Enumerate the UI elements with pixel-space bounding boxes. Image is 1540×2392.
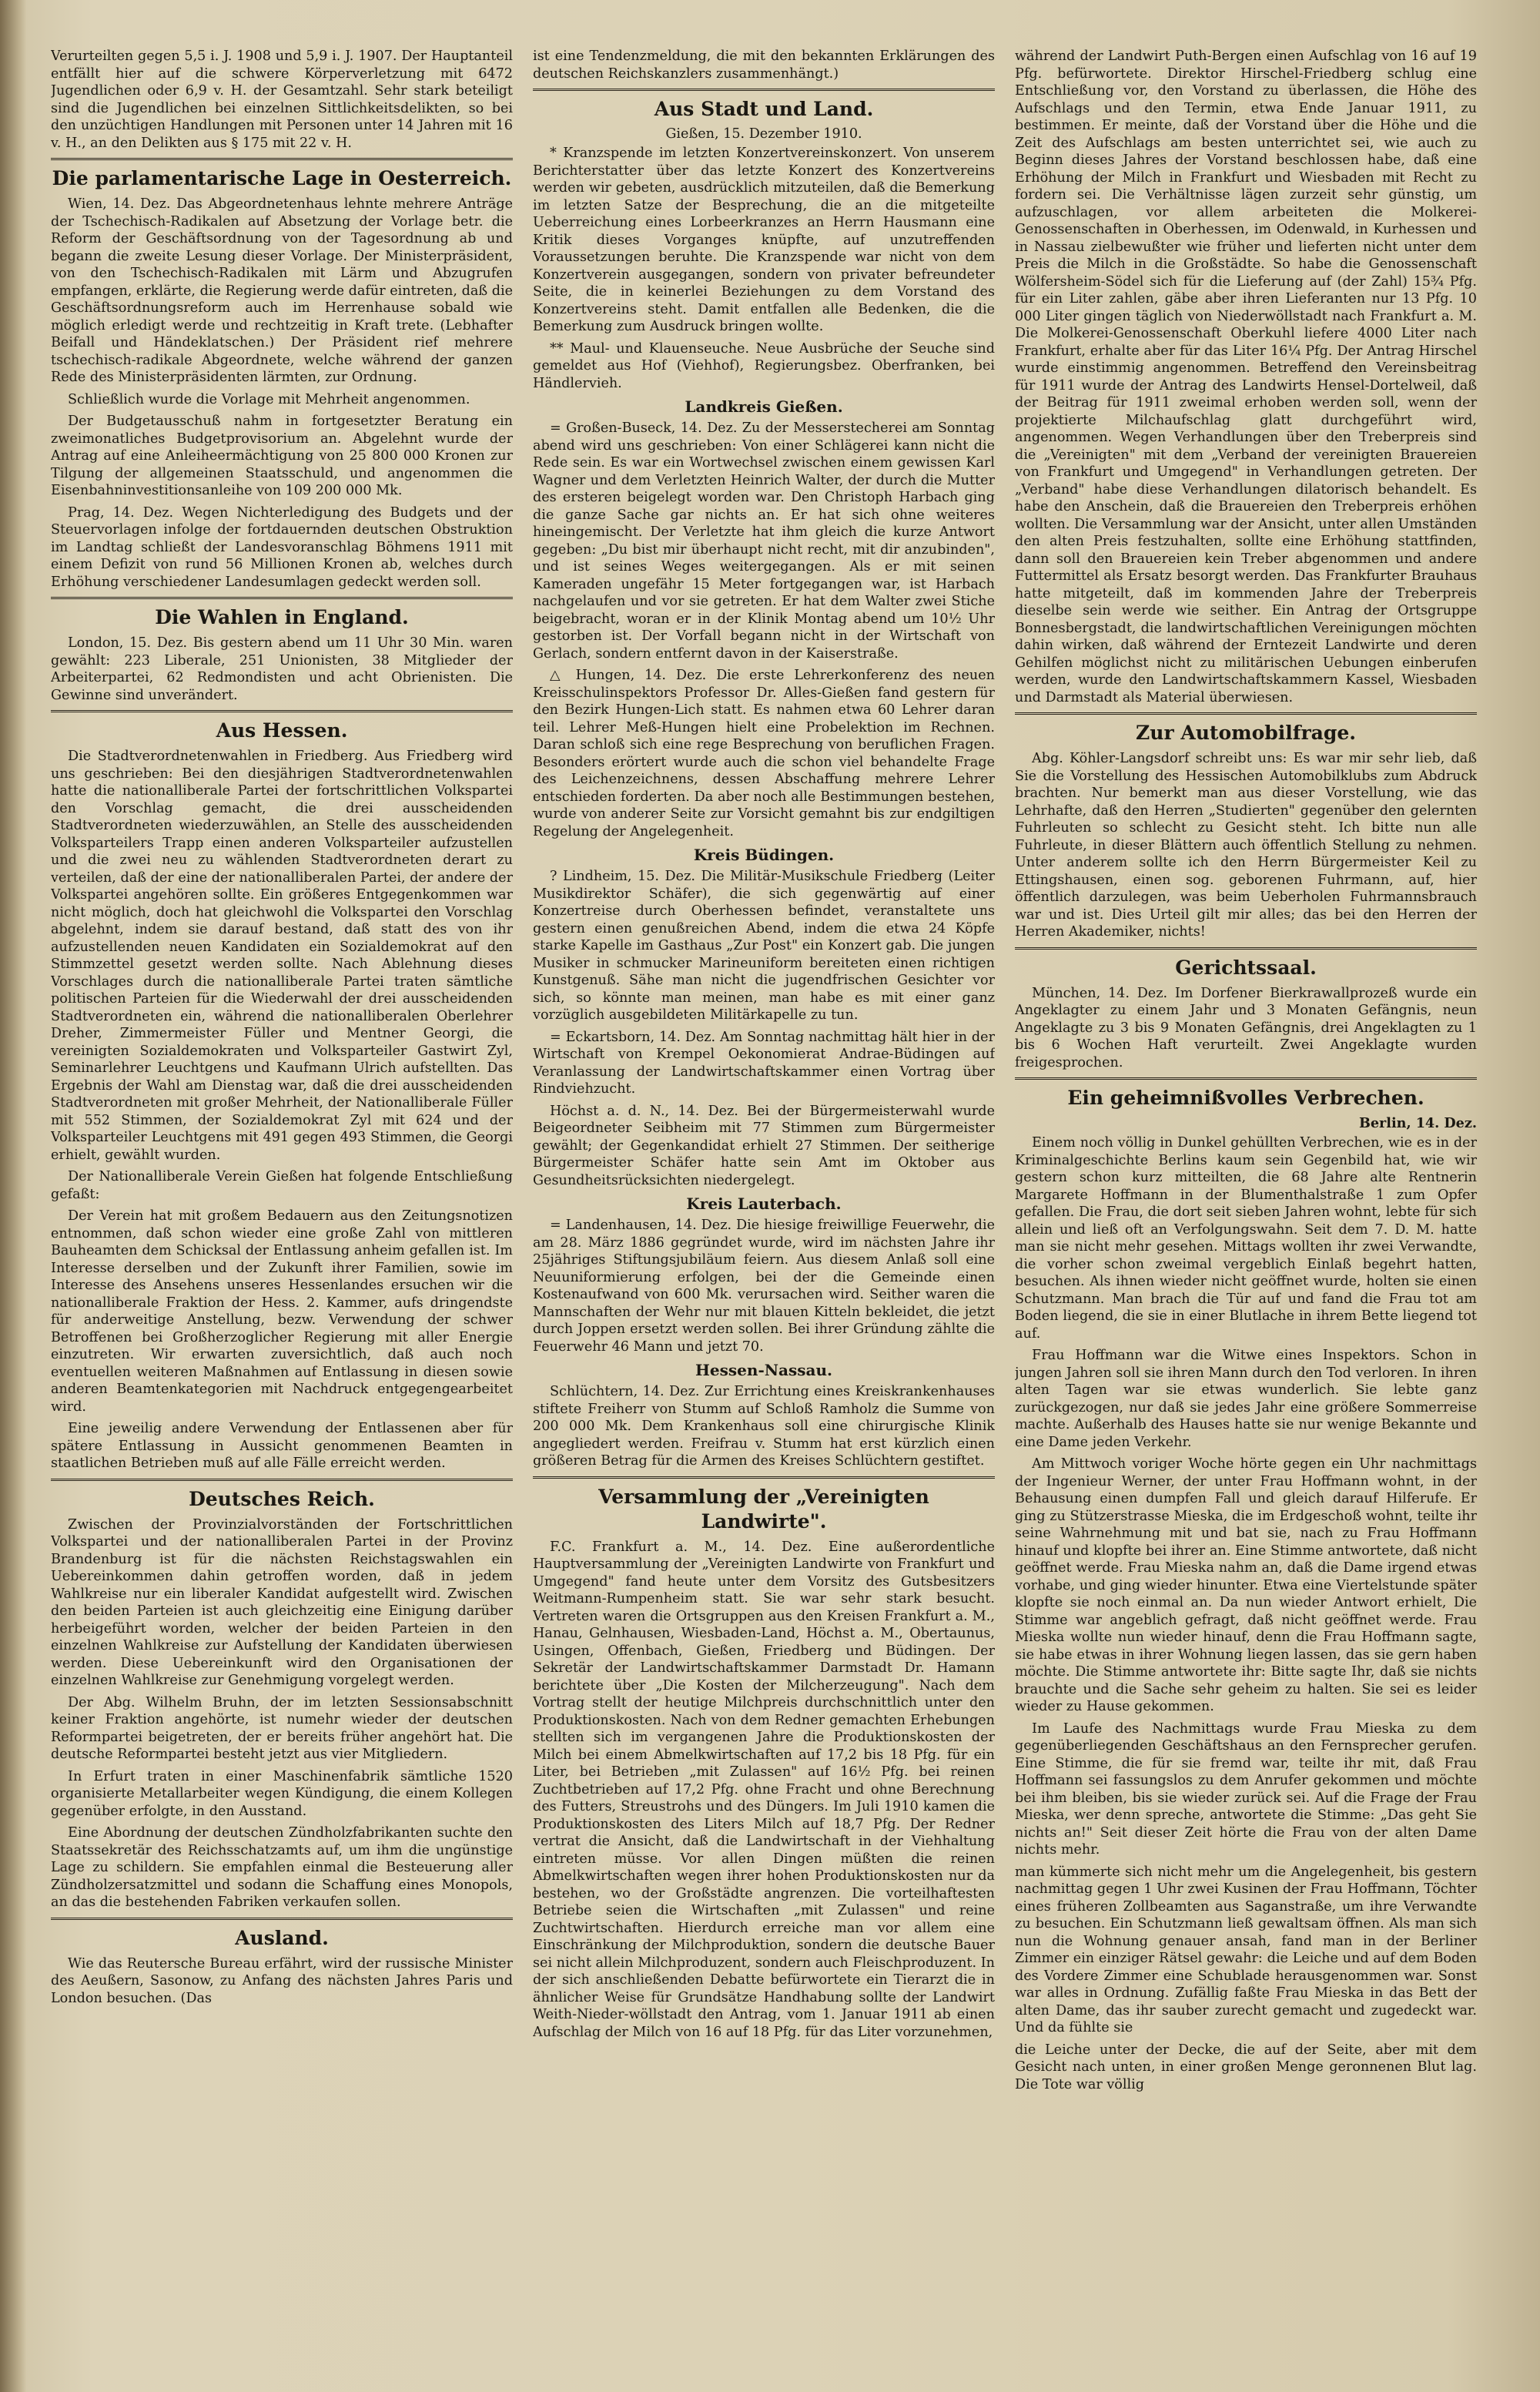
divider: [51, 1479, 513, 1482]
article-text: F.C. Frankfurt a. M., 14. Dez. Eine außerordentliche Hauptversammlung der „Vereinigten Landwirte von Frankfurt und Umgegend" fand heute unter dem Vorsitz des Gutsbesitzers Weitmann-Rumpenheim statt. Sie war sehr stark besucht. Vertreten waren die Ortsgruppen aus den Kreisen Frankfurt a. M., Hanau, Gelnhausen, Wiesbaden-Land, Höchst a. M., Obertaunus, Usingen, Offenbach, Gießen, Friedberg und Büdingen. Der Sekretär der Landwirtschaftskammer Darmstadt Dr. Hamann berichtete über „Die Kosten der Milcherzeugung". Nach dem Vortrag stellt der heutige Milchpreis durchschnittlich unter den Produktionskosten. Nach von dem Redner gemachten Erhebungen stellten sich im vergangenen Jahre die Produktionskosten der Milch bei einem Abmelkwirtschaften auf 17,2 bis 18 Pfg. für ein Liter, bei Betrieben „mit Zulassen" auf 16½ Pfg. bei reinen Zuchtbetrieben auf 17,2 Pfg. ohne Fracht und ohne Berechnung des Futters, Streustrohs und des Düngers. Im Juli 1910 kamen die Produktionskosten des Liters Milch auf 18,7 Pfg. Der Redner vertrat die Ansicht, daß die Landwirtschaft in der Viehhaltung eintreten müsse. Vor allen Dingen müßten die reinen Abmelkwirtschaften wegen ihrer hohen Produktionskosten nur da bestehen, wo der Großstädte angrenzen. Die vorteilhaftesten Betriebe seien die Wirtschaften „mit Zulassen" und reine Zuchtwirtschaften. Hierdurch erreiche man vor allem eine Einschränkung der Milchproduktion, sondern die deutsche Bauer sei nicht allein Milchproduzent, sondern auch Fleischproduzent. In der sich anschließenden Debatte befürwortete ein Tierarzt die in ähnlicher Weise für Grundsätze Handhabung sollte der Landwirt Weith-Nieder-wöllstadt den Antrag, vom 1. Januar 1911 ab einen Aufschlag der Milch von 16 auf 18 Pfg. für das Liter vorzunehmen,: [533, 1539, 995, 2040]
article-text: Im Laufe des Nachmittags wurde Frau Mieska zu dem gegenüberliegenden Geschäftshaus an den Fernsprecher gerufen. Eine Stimme, die für sie fremd war, teilte ihr mit, daß Frau Hoffmann sei fassungslos zu dem Anrufer gekommen und möchte bei ihm bleiben, bis sie wieder zurück sei. Auf die Frage der Frau Mieska, wer denn spreche, antwortete die Stimme: „Das geht Sie nichts an!" Seit dieser Zeit hörte die Frau von der alten Dame nichts mehr.: [1015, 1720, 1477, 1858]
article-text: Der Nationalliberale Verein Gießen hat folgende Entschließung gefaßt:: [51, 1169, 513, 1202]
article-text: = Eckartsborn, 14. Dez. Am Sonntag nachmittag hält hier in der Wirtschaft von Krempel Oekonomierat Andrae-Büdingen auf Veranlassung der Landwirtschaftskammer einen Vortrag über Rindviehzucht.: [533, 1029, 995, 1097]
article-text: man kümmerte sich nicht mehr um die Angelegenheit, bis gestern nachmittag gegen 1 Uhr zwei Kusinen der Frau Hoffmann, Töchter eines früheren Zollbeamten aus Saganstraße, um ihre Verwandte zu besuchen. Ein Schutzmann ließ gewaltsam öffnen. Als man sich nun die Wohnung genauer ansah, fand man in der Berliner Zimmer ein einziger Rätsel gewahr: die Leiche und auf dem Boden des Vordere Zimmer eine Schublade herausgenommen war. Sonst war alles in Ordnung. Zufällig faßte Frau Mieska in das Bett der alten Dame, das ihr sauber zurecht gemacht und zugedeckt war. Und da fühlte sie: [1015, 1864, 1477, 2035]
subhead-giessen: Landkreis Gießen.: [685, 397, 843, 416]
subhead-buedingen: Kreis Büdingen.: [693, 846, 835, 864]
article-text: Zwischen der Provinzialvorständen der Fortschrittlichen Volkspartei und der nationalliberalen Partei in der Provinz Brandenburg ist für die nächsten Reichstagswahlen ein Uebereinkommen dahin getroffen worden, daß in jedem Wahlkreise nur ein liberaler Kandidat aufgestellt wird. Zwischen den beiden Parteien ist auch gleichzeitig eine Einigung darüber herbeigeführt worden, welcher der beiden Parteien in den einzelnen Wahlkreise zur Aufstellung der Kandidaten überwiesen werden. Diese Uebereinkunft wird den Organisationen der einzelnen Wahlkreise zur Genehmigung vorgelegt werden.: [51, 1516, 513, 1688]
headline-ausland: Ausland.: [235, 1926, 329, 1949]
article-text: Eine Abordnung der deutschen Zündholzfabrikanten suchte den Staatssekretär des Reichsschatzamts auf, um ihm die ungünstige Lage zu schildern. Sie empfahlen einmal die Besteuerung aller Zündholzersatzmittel und sodann die Schaffung eines Monopols, an das die bestehenden Fabriken verkaufen sollen.: [51, 1825, 513, 1910]
subhead-lauterbach: Kreis Lauterbach.: [686, 1194, 842, 1213]
article-text: Die Stadtverordnetenwahlen in Friedberg. Aus Friedberg wird uns geschrieben: Bei den diesjährigen Stadtverordnetenwahlen hatte die nationalliberale Partei der fortschrittlichen Volkspartei den Vorschlag gemacht, die drei ausscheidenden Stadtverordneten wiederzuwählen, an Stelle des ausscheidenden Volksparteilers Trapp einen anderen Volksparteiler aufzustellen und die zwei neu zu wählenden Stadtverordneten derart zu verteilen, daß der eine der nationalliberalen Partei, der andere der Volkspartei angehören sollte. Ein größeres Entgegenkommen war nicht möglich, doch hat gleichwohl die Volkspartei den Vorschlag abgelehnt, indem sie darauf bestand, daß statt des von ihr aufzustellenden neuen Kandidaten ein Sozialdemokrat auf den Stimmzettel gesetzt werden sollte. Nach Ablehnung dieses Vorschlages durch die nationalliberale Partei traten sämtliche politischen Parteien für die Wiederwahl der drei ausscheidenden Stadtverordneten ein, während die nationalliberalen Oberlehrer Dreher, Zimmermeister Füller und Mentner Georgi, die vereinigten Sozialdemokraten und Volksparteiler Gastwirt Zyl, Seminarlehrer Leuchtgens und Kaufmann Ulrich aufstellten. Das Ergebnis der Wahl am Dienstag war, daß die drei ausscheidenden Stadtverordneten mit großer Mehrheit, der Nationalliberale Füller mit 552 Stimmen, der Sozialdemokrat Zyl mit 624 und der Volksparteiler Leuchtgens mit 491 gegen 493 Stimmen, die Georgi erhielt, gewählt wurden.: [51, 749, 513, 1163]
article-text: ist eine Tendenzmeldung, die mit den bekannten Erklärungen des deutschen Reichskanzlers zusammenhängt.): [533, 49, 995, 82]
headline-england: Die Wahlen in England.: [155, 606, 409, 628]
divider: [51, 597, 513, 601]
article-text: In Erfurt traten in einer Maschinenfabrik sämtliche 1520 organisierte Metallarbeiter wegen Kündigung, die einem Kollegen gegenüber erfolgte, in den Ausstand.: [51, 1768, 513, 1819]
columns: [51, 48, 1518, 2377]
article-text: Schließlich wurde die Vorlage mit Mehrheit angenommen.: [68, 391, 470, 407]
article-text: Der Verein hat mit großem Bedauern aus den Zeitungsnotizen entnommen, daß schon wieder eine große Zahl von mittleren Bauheamten dem Schicksal der Entlassung anheim gefallen ist. Im Interesse derselben und der Zukunft ihrer Familien, sowie im Interesse des Ansehens unseres Hessenlandes ersuchen wir die nationalliberale Fraktion der Hess. 2. Kammer, aufs dringendste für anderweitige Anstellung, bezw. Verwendung der schwer Betroffenen bei Großherzoglicher Regierung mit aller Energie einzutreten. Wir erwarten zuversichtlich, daß auch noch eventuellen weiteren Maßnahmen auf Entlassung in diesen sowie anderen Beamtenkategorien mit Nachdruck entgegengearbeitet wird.: [51, 1208, 513, 1415]
dateline: Gießen, 15. Dezember 1910.: [665, 126, 862, 142]
headline-reich: Deutsches Reich.: [189, 1487, 375, 1510]
article-text: Abg. Köhler-Langsdorf schreibt uns: Es war mir sehr lieb, daß Sie die Vorstellung des Hessischen Automobilklubs zum Abdruck brachten. Nur bemerkt man aus dieser Vorstellung, wie das Lehrhafte, daß den Herren „Studierten" gegenüber den gelernten Fuhrleuten so schlecht zu Gesicht steht. Ich bitte nun alle Fuhrleute, in dieser Blättern auch öffentlich Stellung zu nehmen. Unter anderem sollte ich den Herrn Bürgermeister Keil zu Ettingshausen, einen sog. geborenen Fuhrmann, auf, hier öffentlich darzulegen, was beim Ueberholen Fuhrmannsbrauch war und ist. Dies Urteil gilt mir alles; das bei den Herren der Herren Akademiker, nichts!: [1015, 751, 1477, 940]
article-text: Der Abg. Wilhelm Bruhn, der im letzten Sessionsabschnitt keiner Fraktion angehörte, ist numehr wieder der deutschen Reformpartei beigetreten, der er bereits früher angehört hat. Die deutsche Reformpartei besteht jetzt aus vier Mitgliedern.: [51, 1694, 513, 1762]
divider: [51, 158, 513, 162]
column-3: [1015, 48, 1477, 2377]
article-text: Prag, 14. Dez. Wegen Nichterledigung des Budgets und der Steuervorlagen infolge der fortdauernden deutschen Obstruktion im Landtag schließt der Landesvoranschlag Böhmens 1911 mit einem Defizit von rund 56 Millionen Kronen ab, welches durch Erhöhung verschiedener Landesumlagen gedeckt werden soll.: [51, 504, 513, 590]
byline: Berlin, 14. Dez.: [1358, 1115, 1477, 1131]
article-text: △ Hungen, 14. Dez. Die erste Lehrerkonferenz des neuen Kreisschulinspektors Professor Dr. Alles-Gießen fand gestern für den Bezirk Hungen-Lich statt. Es nahmen etwa 60 Lehrer daran teil. Lehrer Meß-Hungen hielt eine Probelektion im Rechnen. Daran schloß sich eine rege Besprechung von beruflichen Fragen. Besonders erörtert wurde auch die schon viel behandelte Frage des Leichenzeichnens, dessen Abschaffung mehrere Lehrer entschieden forderten. Da aber noch alle Bestimmungen bestehen, wurde von anderer Seite zur Vorsicht gemahnt bis zur endgiltigen Regelung der Angelegenheit.: [533, 668, 995, 839]
subhead-nassau: Hessen-Nassau.: [695, 1361, 832, 1379]
divider: [1015, 1077, 1477, 1081]
binding-edge: [0, 0, 26, 2392]
divider: [1015, 947, 1477, 951]
article-text: München, 14. Dez. Im Dorfener Bierkrawallprozeß wurde ein Angeklagter zu einem Jahr und 3 Monaten Gefängnis, neun Angeklagte zu 3 bis 9 Monaten Gefängnis, drei Angeklagten zu 1 bis 6 Wochen Haft verurteilt. Zwei Angeklagte wurden freigesprochen.: [1015, 985, 1477, 1070]
article-text: Höchst a. d. N., 14. Dez. Bei der Bürgermeisterwahl wurde Beigeordneter Seibheim mit 77 Stimmen zum Bürgermeister gewählt; der Gegenkandidat erhielt 27 Stimmen. Der seitherige Bürgermeister Schäfer hatte sein Amt im Oktober aus Gesundheitsrücksichten niedergelegt.: [533, 1103, 995, 1188]
divider: [1015, 712, 1477, 716]
article-text: Wie das Reutersche Bureau erfährt, wird der russische Minister des Aeußern, Sasonow, zu Anfang des nächsten Jahres Paris und London besuchen. (Das: [51, 1955, 513, 2006]
article-text: = Landenhausen, 14. Dez. Die hiesige freiwillige Feuerwehr, die am 28. März 1886 gegründet wurde, wird im nächsten Jahre ihr 25jähriges Stiftungsjubiläum feiern. Aus diesem Anlaß soll eine Neuuniformierung erfolgen, bei der die Gemeinde einen Kostenaufwand von 600 Mk. verursachen wird. Seither waren die Mannschaften der Wehr nur mit blauen Kitteln bekleidet, die jetzt durch Joppen ersetzt werden sollen. Bei ihrer Gründung zählte die Feuerwehr 46 Mann und jetzt 70.: [533, 1218, 995, 1355]
article-text: Eine jeweilig andere Verwendung der Entlassenen aber für spätere Entlassung in Aussicht genommenen Beamten in staatlichen Betrieben muß auf alle Fälle erreicht werden.: [51, 1421, 513, 1471]
article-text: ** Maul- und Klauenseuche. Neue Ausbrüche der Seuche sind gemeldet aus Hof (Viehhof), Regierungsbez. Oberfranken, bei Händlervieh.: [533, 340, 995, 391]
article-text: Der Budgetausschuß nahm in fortgesetzter Beratung ein zweimonatliches Budgetprovisorium an. Abgelehnt wurde der Antrag auf eine Anleiheermächtigung von 25 800 000 Kronen zur Tilgung der allgemeinen Staatsschuld, und angenommen die Eisenbahninvestitionsanleihe von 109 200 000 Mk.: [51, 414, 513, 498]
headline-hessen: Aus Hessen.: [216, 719, 348, 742]
column-1: [51, 48, 513, 2377]
article-text: = Großen-Buseck, 14. Dez. Zu der Messerstecherei am Sonntag abend wird uns geschrieben: Von einer Schlägerei kann nicht die Rede sein. Es war ein Wortwechsel zwischen einem gewissen Karl Wagner und dem Verletzten Heinrich Walter, der durch die Mutter des ersteren beigelegt worden war. Den Christoph Harbach ging die ganze Sache gar nichts an. Er hat sich ohne weiteres hineingemischt. Der Verletzte hat ihm gleich die kurze Antwort gegeben: „Du bist mir überhaupt nicht recht, mit dir anzubinden", und ist seines Weges weitergegangen. Als er mit seinen Kameraden ungefähr 15 Meter fortgegangen war, ist Harbach nachgelaufen und vor sie getreten. Er hat dem Walter zwei Stiche beigebracht, woran er in der Klinik Montag abend um 10½ Uhr gestorben ist. Der Vorfall begann nicht in der Wirtschaft von Gerlach, sondern entfernt davon in der Kaiserstraße.: [533, 420, 995, 662]
article-text: * Kranzspende im letzten Konzertvereinskonzert. Von unserem Berichterstatter über das letzte Konzert des Konzertvereins werden wir gebeten, ausdrücklich mitzuteilen, daß die Bemerkung im letzten Satze der Besprechung, die an die mitgeteilte Ueberreichung eines Lorbeerkranzes an Herrn Hausmann eine Kritik dieses Vorganges knüpfte, auf unzutreffenden Voraussetzungen beruhte. Die Kranzspende war nicht von dem Konzertverein ausgegangen, sondern von privater befreundeter Seite, die in keinerlei Beziehungen zu dem Vorstand des Konzertvereins steht. Damit entfallen alle Bedenken, die die Bemerkung zum Ausdruck bringen wollte.: [533, 146, 995, 334]
headline-gericht: Gerichtssaal.: [1175, 956, 1317, 979]
divider: [51, 1918, 513, 1921]
article-text: Am Mittwoch voriger Woche hörte gegen ein Uhr nachmittags der Ingenieur Werner, der unter Frau Hoffmann wohnt, in der Behausung einen dumpfen Fall und gleich darauf Hilferufe. Er ging zu Stützerstrasse Mieska, die im Erdgeschoß wohnt, teilte ihr seine Wahrnehmung mit und bat sie, nach zu Frau Hoffmann hinauf und klopfte bei ihrer an. Eine Stimme antwortete, daß nicht geöffnet werde. Frau Mieska nahm an, daß die Dame irgend etwas vorhabe, und ging wieder hinunter. Etwa eine Viertelstunde später klopfte sie noch einmal an. Da nun wieder Antwort erhielt, Die Stimme war angeblich gefragt, daß nicht geöffnet werde. Frau Mieska wollte nun wieder hinauf, denn die Frau Hoffmann sagte, sie habe etwas in ihrer Wohnung liegen lassen, das sie gern haben möchte. Die Stimme antwortete ihr: Bitte sagte Ihr, daß sie nichts brauchte und die Sache sehr geheim zu halten. Sie sei es leider wieder zu Hause gekommen.: [1015, 1456, 1477, 1714]
article-text: die Leiche unter der Decke, die auf der Seite, aber mit dem Gesicht nach unten, in einer großen Menge geronnenen Blut lag. Die Tote war völlig: [1015, 2042, 1477, 2092]
article-text: Schlüchtern, 14. Dez. Zur Errichtung eines Kreiskrankenhauses stiftete Freiherr von Stumm auf Schloß Ramholz die Summe von 200 000 Mk. Dem Krankenhaus soll eine chirurgische Klinik angegliedert werden. Freifrau v. Stumm hat erst kürzlich einen größeren Betrag für die Armen des Kreises Schlüchtern gestiftet.: [533, 1384, 995, 1469]
headline-versammlung: Versammlung der „Vereinigten Landwirte".: [598, 1485, 929, 1533]
divider: [533, 89, 995, 92]
article-text: Einem noch völlig in Dunkel gehüllten Verbrechen, wie es in der Kriminalgeschichte Berlins kaum sein Gegenbild hat, wie wir gestern schon kurz mitteilten, die 68 Jahre alte Rentnerin Margarete Hoffmann in der Blumenthalstraße 1 zum Opfer gefallen. Die Frau, die dort seit sieben Jahren wohnt, lebte für sich allein und ließ oft an Verfolgungswahn. Seit dem 7. D. M. hatte man sie nicht mehr gesehen. Mittags wollten ihr zwei Verwandte, die vorher schon zweimal vergeblich Einlaß begehrt hatten, besuchen. Als ihnen wieder nicht geöffnet wurde, holten sie einen Schutzmann. Man brach die Tür auf und fand die Frau tot am Boden liegend, die sie in einer Blutlache in ihrem Bette liegend tot auf.: [1015, 1135, 1477, 1342]
headline-automobil: Zur Automobilfrage.: [1136, 722, 1356, 744]
article-text: London, 15. Dez. Bis gestern abend um 11 Uhr 30 Min. waren gewählt: 223 Liberale, 251 Unionisten, 38 Mitglieder der Arbeiterpartei, 62 Redmondisten und acht Obrienisten. Die Gewinne sind unverändert.: [51, 635, 513, 703]
divider: [51, 710, 513, 714]
article-text: Verurteilten gegen 5,5 i. J. 1908 und 5,9 i. J. 1907. Der Hauptanteil entfällt hier auf die schwere Körperverletzung mit 6472 Jugendlichen oder 6,9 v. H. der Gesamtzahl. Sehr stark beteiligt sind die Jugendlichen bei einzelnen Sittlichkeitsdelikten, so bei den unzüchtigen Handlungen mit Personen unter 14 Jahren mit 16 v. H., an den Delikten aus § 175 mit 22 v. H.: [51, 49, 513, 151]
headline-stadt-land: Aus Stadt und Land.: [654, 98, 874, 120]
article-text: ? Lindheim, 15. Dez. Die Militär-Musikschule Friedberg (Leiter Musikdirektor Schäfer), die sich gegenwärtig auf einer Konzertreise durch Oberhessen befindet, veranstaltete uns gestern einen genußreichen Abend, indem die etwa 24 Köpfe starke Kapelle im Gasthaus „Zur Post" ein Konzert gab. Die jungen Musiker in schmucker Marineuniform bereiteten einen richtigen Kunstgenuß. Sähe man nicht die jugendfrischen Gesichter vor sich, so könnte man meinen, man habe es mit einer ganz vorzüglich ausgebildeten Militärkapelle zu tun.: [533, 869, 995, 1023]
article-text: während der Landwirt Puth-Bergen einen Aufschlag von 16 auf 19 Pfg. befürwortete. Direktor Hirschel-Friedberg schlug eine Entschließung vor, den Vorstand zu überlassen, die Höhe des Aufschlags und den Termin, etwa Ende Januar 1911, zu bestimmen. Er meinte, daß der Vorstand über die Höhe und die Zeit des Aufschlags am besten unterrichtet sei, wie auch zu Beginn dieses Jahres der Vorstand beschlossen habe, daß eine Erhöhung der Milch in Frankfurt und Wiesbaden mit Recht zu fordern sei. Die Verhältnisse lägen zurzeit sehr günstig, um aufzuschlagen, vor allem arbeiteten die Molkerei-Genossenschaften in Oberhessen, im Odenwald, in Kurhessen und in Nassau zielbewußter wie früher und lieferten nicht unter dem Preis die Milch in die Großstädte. So habe die Genossenschaft Wölfersheim-Södel sich für die Lieferung auf (der Zahl) 15¾ Pfg. für ein Liter zahlen, gäbe aber ihren Lieferanten nur 13 Pfg. 10 000 Liter gingen täglich von Niederwöllstadt nach Frankfurt a. M. Die Molkerei-Genossenschaft Oberkuhl liefere 4000 Liter nach Frankfurt, erhalte aber für das Liter 16¼ Pfg. Der Antrag Hirschel wurde einstimmig angenommen. Betreffend den Vereinsbeitrag für 1911 wurde der Antrag des Landwirts Hensel-Dortelweil, daß der Beitrag für 1911 zweimal erhoben werden soll, wenn der projektierte Milchaufschlag glatt durchgeführt wird, angenommen. Wegen Verhandlungen über den Treberpreis sind die „Vereinigten" mit dem „Verband der vereinigten Brauereien von Frankfurt und Umgegend" in Verhandlungen getreten. Der „Verband" habe diese Verhandlungen dilatorisch behandelt. Es habe den Anschein, daß die Brauereien den Treberpreis erhöhen wollten. Die Versammlung war der Ansicht, unter allen Umständen den alten Preis festzuhalten, sollte eine Erhöhung stattfinden, dann soll den Brauereien kein Treber abgenommen und andere Futtermittel als Ersatz besorgt werden. Das Frankfurter Brauhaus hatte mitgeteilt, daß im kommenden Jahre der Treberpreis dieselbe sein werde wie seither. Ein Antrag der Ortsgruppe Bonnesbergstadt, die landwirtschaftlichen Vereinigungen möchten dahin wirken, daß während der Erntezeit Landwirte und deren Gehilfen möglichst nicht zu militärischen Uebungen einberufen werden, wurde den Landwirtschaftskammern Kassel, Wiesbaden und Darmstadt als Material überwiesen.: [1015, 49, 1477, 705]
article-text: Frau Hoffmann war die Witwe eines Inspektors. Schon in jungen Jahren soll sie ihren Mann durch den Tod verloren. In ihren alten Tagen war sie etwas wunderlich. Sie lebte ganz zurückgezogen, nur daß sie jedes Jahr eine größere Sommerreise machte. Außerhalb des Hauses hatte sie nur wenige Bekannte und eine Dame jeden Verkehr.: [1015, 1348, 1477, 1450]
headline-austria: Die parlamentarische Lage in Oesterreich.: [52, 167, 512, 189]
headline-verbrechen: Ein geheimnißvolles Verbrechen.: [1067, 1087, 1424, 1109]
column-2: [533, 48, 995, 2377]
divider: [533, 1476, 995, 1480]
article-text: Wien, 14. Dez. Das Abgeordnetenhaus lehnte mehrere Anträge der Tschechisch-Radikalen auf Absetzung der Vorlage betr. die Reform der Geschäftsordnung von der Tagesordnung ab und begann die zweite Lesung dieser Vorlage. Der Ministerpräsident, von den Tschechisch-Radikalen mit Lärm und Abzugrufen empfangen, erklärte, die Regierung werde dafür eintreten, daß die Geschäftsordnungsreform auch im Herrenhause sobald wie möglich erledigt werde und rechtzeitig in Kraft trete. (Lebhafter Beifall und Händeklatschen.) Der Präsident rief mehrere tschechisch-radikale Abgeordnete, welche während der ganzen Rede des Ministerpräsidenten lärmten, zur Ordnung.: [51, 196, 513, 385]
